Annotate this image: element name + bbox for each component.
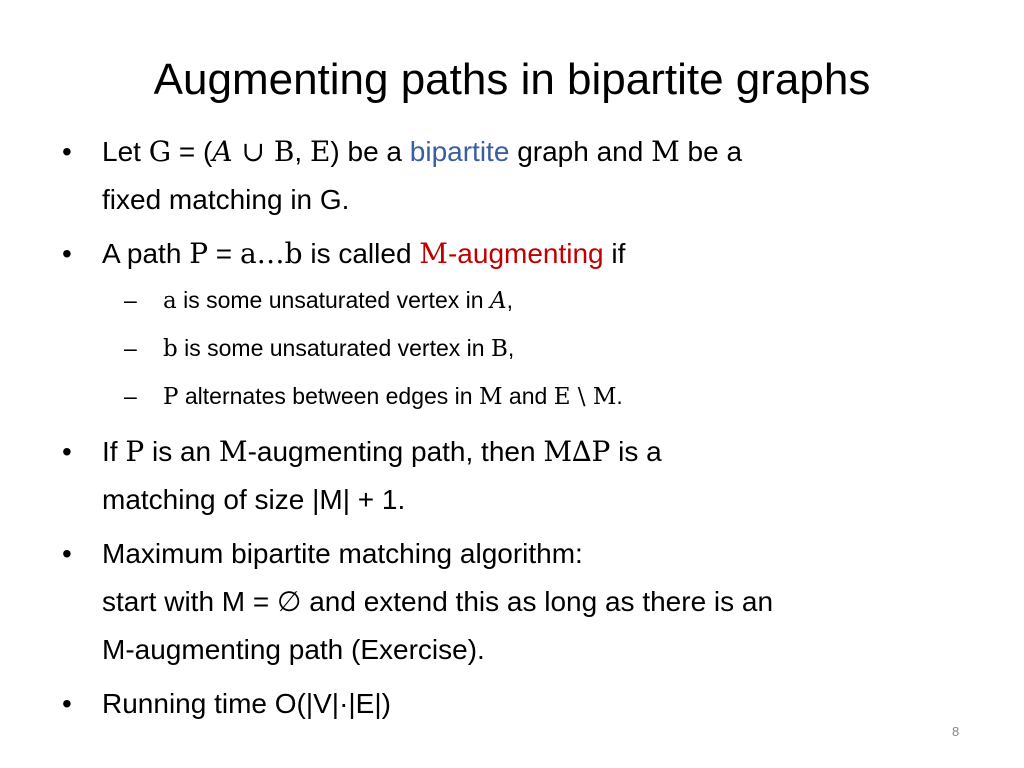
bullet-icon: • bbox=[62, 538, 72, 569]
sub-item-p bbox=[60, 378, 980, 415]
bullet-line bbox=[102, 230, 980, 278]
text: graph and bbox=[509, 136, 652, 167]
bullet-item-definition bbox=[60, 128, 980, 224]
text: is some unsaturated vertex in bbox=[177, 335, 491, 361]
math-M: M bbox=[218, 435, 248, 468]
sub-item-b bbox=[60, 330, 980, 367]
math-b: b bbox=[163, 336, 178, 362]
bullet-line: Running time O(|V|·|E|) bbox=[102, 688, 391, 719]
text: Let bbox=[102, 136, 149, 167]
text: if bbox=[603, 238, 626, 269]
math-a: a bbox=[163, 288, 177, 314]
bullet-item-augmenting-definition bbox=[60, 230, 980, 278]
math-A: A bbox=[489, 288, 507, 314]
bullet-item-algorithm bbox=[60, 530, 980, 674]
text: and bbox=[502, 383, 554, 409]
text: is some unsaturated vertex in bbox=[176, 287, 490, 313]
text: , bbox=[507, 335, 515, 361]
bullet-line-1: Maximum bipartite matching algorithm: bbox=[102, 538, 583, 569]
text: , bbox=[506, 287, 513, 313]
bullet-icon: • bbox=[62, 238, 72, 269]
math-M: M bbox=[478, 384, 503, 410]
slide-body bbox=[60, 128, 980, 734]
slide-title: Augmenting paths in bipartite graphs bbox=[153, 55, 871, 104]
bullet-line-3: M-augmenting path (Exercise). bbox=[102, 634, 485, 665]
math-M-delta-P: M∆P bbox=[543, 435, 611, 468]
math-E: E bbox=[309, 135, 331, 168]
math-M-red: M bbox=[419, 237, 448, 270]
bullet-line-2: start with M = ∅ and extend this as long as there is an bbox=[102, 586, 774, 617]
text: alternates between edges in bbox=[178, 383, 479, 409]
bullet-icon: • bbox=[62, 436, 72, 467]
text: = bbox=[208, 238, 240, 269]
text: is a bbox=[610, 436, 662, 467]
text: -augmenting path, then bbox=[247, 436, 544, 467]
text: = ( bbox=[171, 136, 213, 167]
bullet-line-2: matching of size |M| + 1. bbox=[102, 484, 406, 515]
math-B: B bbox=[273, 135, 295, 168]
text: If bbox=[102, 436, 126, 467]
math-setminus: \ bbox=[570, 384, 593, 410]
math-union: ∪ bbox=[232, 135, 274, 168]
math-A: A bbox=[212, 135, 233, 168]
math-M: M bbox=[592, 384, 617, 410]
text: , bbox=[294, 136, 310, 167]
math-E: E bbox=[553, 384, 571, 410]
text: be a bbox=[679, 136, 743, 167]
bullet-line bbox=[102, 128, 980, 176]
text: . bbox=[616, 383, 623, 409]
text: A path bbox=[102, 238, 190, 269]
math-P: P bbox=[163, 384, 179, 410]
bullet-line-2: fixed matching in G. bbox=[102, 184, 350, 215]
text: is called bbox=[302, 238, 420, 269]
math-path-a-b: a…b bbox=[239, 237, 303, 270]
math-M: M bbox=[651, 135, 680, 168]
dash-icon: – bbox=[124, 335, 137, 361]
sub-item-a bbox=[60, 282, 980, 319]
dash-icon: – bbox=[124, 287, 137, 313]
page-number: 8 bbox=[952, 724, 960, 739]
highlight-bipartite: bipartite bbox=[409, 136, 510, 167]
text: is an bbox=[144, 436, 219, 467]
math-P: P bbox=[189, 237, 209, 270]
dash-icon: – bbox=[124, 383, 137, 409]
math-G: G bbox=[148, 135, 172, 168]
bullet-item-symmetric-difference bbox=[60, 428, 980, 524]
math-B: B bbox=[490, 336, 508, 362]
bullet-line bbox=[102, 428, 980, 476]
highlight-augmenting: -augmenting bbox=[447, 238, 604, 269]
text: ) be a bbox=[330, 136, 410, 167]
bullet-icon: • bbox=[62, 688, 72, 719]
bullet-icon: • bbox=[62, 136, 72, 167]
bullet-item-running-time bbox=[60, 680, 980, 728]
math-P: P bbox=[125, 435, 145, 468]
